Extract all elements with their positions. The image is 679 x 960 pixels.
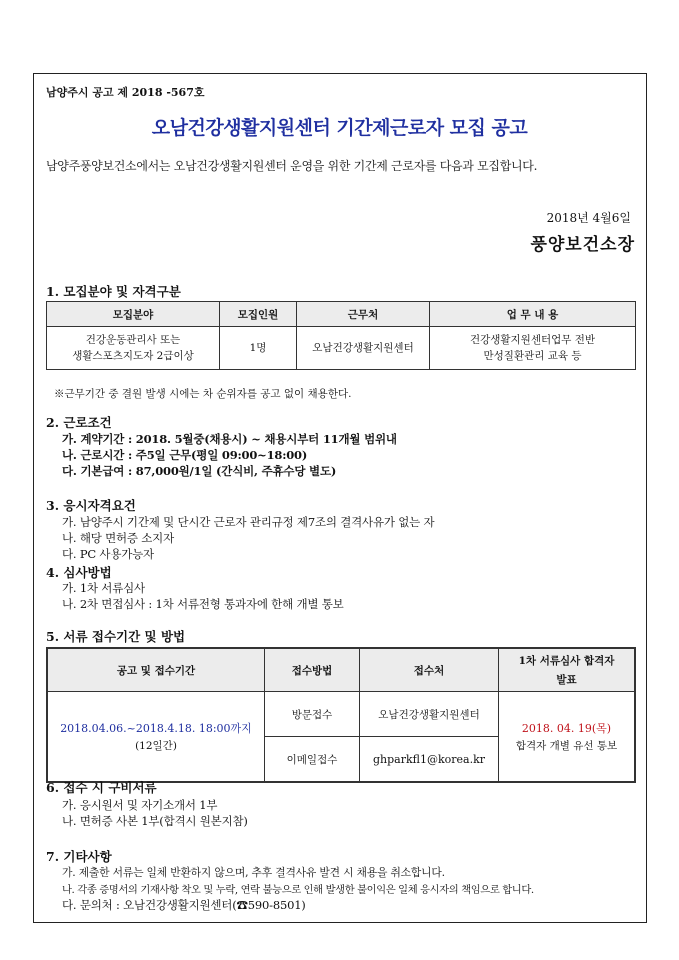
cell-method-email: 이메일접수 xyxy=(265,737,360,783)
field-line: 생활스포츠지도자 2급이상 xyxy=(72,350,194,362)
section-2-title: 2. 근로조건 xyxy=(46,415,112,430)
cell-place-visit: 오남건강생활지원센터 xyxy=(360,692,499,737)
page-title: 오남건강생활지원센터 기간제근로자 모집 공고 xyxy=(151,117,528,139)
duty-line: 건강생활지원센터업무 전반 xyxy=(469,334,596,346)
table-row xyxy=(47,692,635,737)
list-item: 나. 근로시간 : 주5일 근무(평일 09:00~18:00) xyxy=(62,448,308,462)
cell-method-visit: 방문접수 xyxy=(265,692,360,737)
notice-number: 남양주시 공고 제 2018 -567호 xyxy=(46,86,205,99)
list-item: 다. 기본급여 : 87,000원/1일 (간식비, 주휴수당 별도) xyxy=(62,464,337,478)
cell-result xyxy=(499,692,636,783)
header-place: 접수처 xyxy=(360,648,499,692)
header-count: 모집인원 xyxy=(220,302,297,327)
cell-place-email: ghparkfl1@korea.kr xyxy=(360,737,499,783)
section-5-title: 5. 서류 접수기간 및 방법 xyxy=(46,629,186,644)
list-item: 가. 제출한 서류는 일체 반환하지 않으며, 추후 결격사유 발견 시 채용을 취소합니다. xyxy=(62,866,445,879)
cell-place: 오남건강생활지원센터 xyxy=(297,327,430,370)
list-item: 가. 남양주시 기간제 및 단시간 근로자 관리규정 제7조의 결격사유가 없는 자 xyxy=(62,515,435,529)
section-1-title: 1. 모집분야 및 자격구분 xyxy=(46,284,181,299)
signer: 풍양보건소장 xyxy=(530,235,635,255)
cell-count: 1명 xyxy=(220,327,297,370)
result-note: 합격자 개별 유선 통보 xyxy=(515,740,618,752)
section-7-title: 7. 기타사항 xyxy=(46,849,112,864)
header-period: 공고 및 접수기간 xyxy=(47,648,265,692)
period-note: (12일간) xyxy=(135,740,177,752)
table-header-row xyxy=(47,302,636,327)
field-line: 건강운동관리사 또는 xyxy=(85,334,181,346)
header-result-line: 1차 서류심사 합격자 xyxy=(518,655,615,667)
notice-date: 2018년 4월6일 xyxy=(546,211,631,225)
table-header-row xyxy=(47,648,635,692)
list-item: 나. 해당 면허증 소지자 xyxy=(62,531,175,545)
cell-field xyxy=(47,327,220,370)
duty-line: 만성질환관리 교육 등 xyxy=(483,350,582,362)
header-duty: 업 무 내 용 xyxy=(430,302,636,327)
cell-period xyxy=(47,692,265,783)
list-item: 나. 면허증 사본 1부(합격시 원본지참) xyxy=(62,814,248,828)
cell-duty xyxy=(430,327,636,370)
section-6-title: 6. 접수 시 구비서류 xyxy=(46,780,157,795)
header-result-line: 발표 xyxy=(556,674,577,686)
recruit-note: ※근무기간 중 결원 발생 시에는 차 순위자를 공고 없이 채용한다. xyxy=(54,388,352,400)
intro-text: 남양주풍양보건소에서는 오남건강생활지원센터 운영을 위한 기간제 근로자를 다음과 모집합니다. xyxy=(46,159,538,173)
application-table xyxy=(46,647,636,783)
list-item: 가. 계약기간 : 2018. 5월중(채용시) ~ 채용시부터 11개월 범위내 xyxy=(62,432,397,446)
header-place: 근무처 xyxy=(297,302,430,327)
list-item: 다. 문의처 : 오남건강생활지원센터(☎590-8501) xyxy=(62,898,306,912)
header-method: 접수방법 xyxy=(265,648,360,692)
header-field: 모집분야 xyxy=(47,302,220,327)
section-4-title: 4. 심사방법 xyxy=(46,565,112,580)
list-item: 나. 각종 증명서의 기재사항 착오 및 누락, 연락 불능으로 인해 발생한 불이익은 일체 응시자의 책임으로 합니다. xyxy=(62,884,534,896)
result-date: 2018. 04. 19(목) xyxy=(521,722,612,735)
recruit-table xyxy=(46,301,636,370)
header-result xyxy=(499,648,636,692)
period-text: 2018.04.06.~2018.4.18. 18:00까지 xyxy=(60,722,252,735)
table-row xyxy=(47,327,636,370)
list-item: 다. PC 사용가능자 xyxy=(62,547,154,561)
section-3-title: 3. 응시자격요건 xyxy=(46,498,136,513)
list-item: 가. 응시원서 및 자기소개서 1부 xyxy=(62,798,218,812)
list-item: 나. 2차 면접심사 : 1차 서류전형 통과자에 한해 개별 통보 xyxy=(62,597,344,611)
list-item: 가. 1차 서류심사 xyxy=(62,581,145,595)
